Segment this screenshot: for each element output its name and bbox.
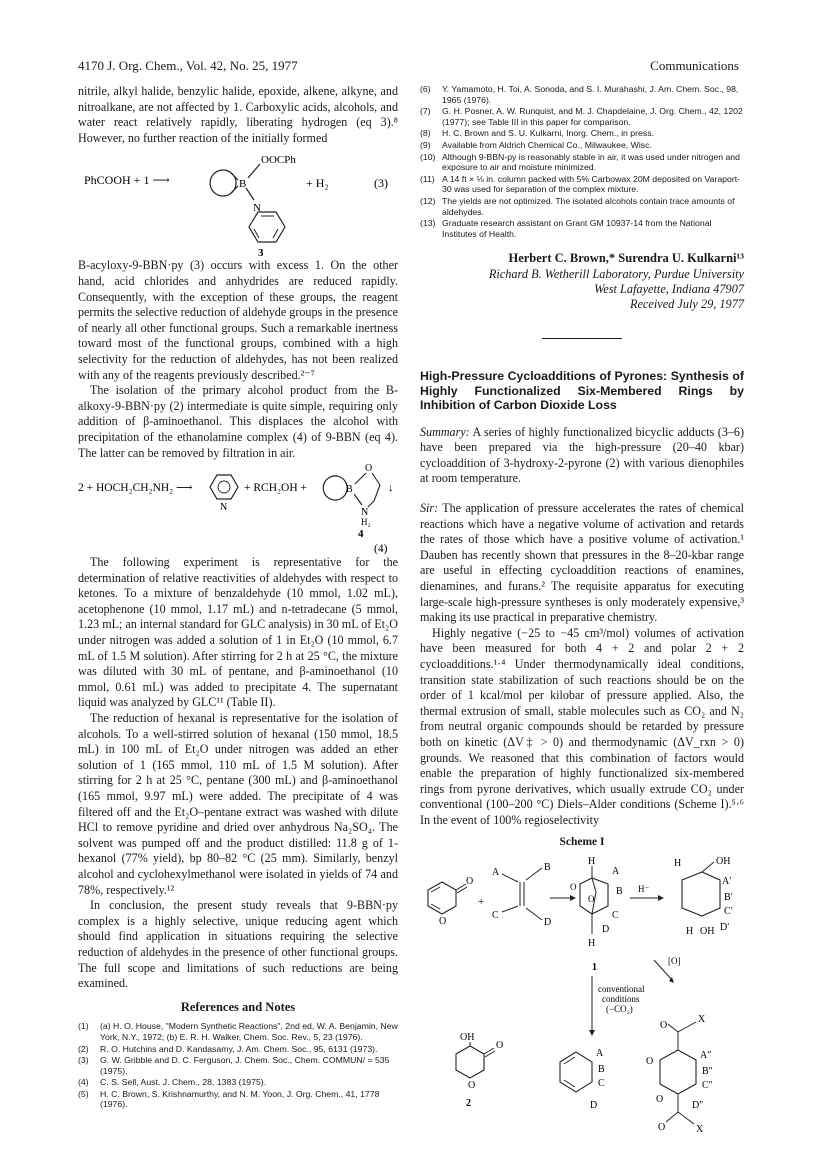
eq3-lhs: PhCOOH + 1 ⟶ [84, 173, 170, 188]
reference-item: (4) C. S. Sell, Aust. J. Chem., 28, 1383 (1975). [78, 1077, 267, 1088]
svg-text:C: C [598, 1078, 605, 1090]
eq4-lhs: 2 + HOCH₂CH₂NH₂ ⟶ [78, 482, 193, 495]
received-date: Received July 29, 1977 [629, 296, 744, 311]
bicycle-ring [323, 476, 340, 500]
equation-3-structure [78, 146, 398, 258]
svg-text:2: 2 [466, 1098, 471, 1110]
svg-text:C: C [492, 910, 499, 922]
svg-text:O: O [570, 882, 577, 893]
svg-text:A: A [596, 1048, 604, 1060]
reference-item: (7) G. H. Posner, A. W. Runquist, and M. J. Chapdelaine, J. Org. Chem., 42, 1202 (1977); see Table III in this paper for comparison. [420, 106, 743, 127]
svg-text:OH: OH [460, 1032, 475, 1044]
svg-text:[O]: [O] [668, 956, 681, 967]
affiliation-line-1: Richard B. Wetherill Laboratory, Purdue University [488, 266, 744, 281]
reference-item: (2) R. O. Hutchins and D. Kandasamy, J. Am. Chem. Soc., 95, 6131 (1973). [78, 1043, 378, 1054]
eq4-mid: + RCH₂OH + [244, 482, 307, 495]
svg-text:H: H [686, 926, 694, 938]
reference-list [78, 1021, 398, 1110]
article-title: High-Pressure Cycloadditions of Pyrones: Synthesis of Highly Functionalized Six-Membered Rings by Inhibition of Carbon Dioxide Loss [420, 368, 744, 413]
reference-item: (10) Although 9-BBN-py is reasonably stable in air, it was used under nitrogen and exposure to air and moisture minimized. [420, 151, 740, 173]
reference-item: (11) A 14 ft × ⅛ in. column packed with 5% Carbowax 20M deposited on Varaport-30 was used for separation of the complex mixture. [420, 173, 741, 195]
paragraph: Highly negative (−25 to −45 cm³/mol) volumes of activation have been measured for both 4 + 2 and polar 2 + 2 cycloadditions.¹·⁴ Under thermodynamically ideal conditions, transition state stabilization of such reactions should be on the order of 1 kcal/mol per kilobar of pressure applied. Also, the thermal extrusion of small, stable molecules such as CO₂ and N₂ from neutral organic compounds should be retarded by pressure both on kinetic (ΔV‡ > 0) and thermodynamic (ΔV_rxn > 0) grounds. We reasoned that this combination of factors would enable the preparation of highly functionalized six-membered rings from pyrone derivatives, which usually extrude CO₂ under conventional (100–200 °C) Diels–Alder conditions (Scheme I).⁵·⁶ In the event of 100% regioselectivity [420, 625, 744, 827]
paragraph [420, 501, 744, 626]
eq4-number: (4) [374, 543, 388, 556]
svg-text:D″: D″ [692, 1100, 704, 1112]
svg-text:H⁻: H⁻ [638, 884, 650, 895]
svg-text:O: O [656, 1094, 664, 1106]
running-header-left: 4170 J. Org. Chem., Vol. 42, No. 25, 1977 [78, 58, 298, 73]
paragraph: The following experiment is representative for the determination of relative reactivities of aldehydes with respect to ketones. To a mixture of benzaldehyde (10 mmol, 1.02 mL), acetophenone (10 mmol, 1.17 mL) and n-tetradecane (5 mmol, 1.23 mL; an internal standard for GLC analysis) in 30 mL of Et₂O under nitrogen was added a solution of 1 in Et₂O (10 mmol, 6.7 mL of 1.5 M solution). After stirring for 2 h at 25 °C, the mixture was diluted with 30 mL of pentane, and β-aminoethanol (10 mmol, 0.61 mL) was added to precipitate 4. The supernatant liquid was analyzed by GLC¹¹ (Table II). [78, 555, 398, 710]
pyridine-ring [210, 475, 238, 499]
svg-text:H: H [588, 856, 596, 868]
svg-text:OH: OH [716, 856, 731, 868]
summary-text: A series of highly functionalized bicyclic adducts (3–6) have been prepared via the high-pressure (20–40 kbar) cycloaddition of 3-hydroxy-2-pyrone (2) with various dienophiles at room temperature. [420, 424, 744, 486]
svg-text:1: 1 [592, 962, 597, 974]
pyridine-n-label: N [220, 502, 228, 514]
bicyclic-adduct-1 [570, 856, 623, 973]
equation-3 [78, 146, 398, 258]
svg-text:O: O [658, 1122, 666, 1134]
boron-label: B [346, 484, 353, 496]
sir-label: Sir: [420, 501, 439, 516]
equation-4-structure [78, 461, 398, 555]
left-column [78, 84, 398, 1111]
boron-label: B [239, 178, 247, 191]
svg-text:O: O [660, 1020, 668, 1032]
nh2-label: H₂ [361, 517, 371, 528]
oxygen-label: O [365, 463, 373, 475]
svg-text:+: + [478, 896, 485, 909]
svg-text:(−CO₂): (−CO₂) [606, 1004, 633, 1015]
paragraph: The isolation of the primary alcohol product from the B-alkoxy-9-BBN·py (2) intermediate is quite simple, requiring only addition of β-aminoethanol. This displaces the alcohol with precipitation of the ethanolamine complex (4) of 9-BBN (eq 4). The latter can be removed by filtration in air. [78, 383, 398, 460]
reference-item: (13) Graduate research assistant on Grant GM 10937-14 from the National Institutes of Health. [420, 218, 712, 239]
svg-text:conditions: conditions [602, 994, 640, 1005]
section-divider [542, 338, 622, 339]
reference-list [420, 84, 744, 239]
summary-label: Summary: [420, 424, 470, 439]
pyrone-structure [428, 876, 473, 927]
svg-text:D: D [544, 917, 552, 929]
svg-text:B: B [544, 862, 551, 874]
summary [420, 425, 744, 487]
reference-item: (12) The yields are not optimized. The isolated alcohols contain trace amounts of aldehydes. [420, 195, 735, 217]
nitrogen-label: N [253, 202, 261, 215]
running-header-right: Communications [650, 58, 739, 73]
reference-item: (8) H. C. Brown and S. U. Kulkarni, Inorg. Chem., in press. [420, 128, 654, 139]
ester-group-label: OOCPh [261, 154, 296, 167]
scheme-1-diagram [420, 850, 744, 1150]
svg-text:B′: B′ [724, 892, 733, 904]
reduced-product [674, 856, 733, 937]
svg-text:C′: C′ [724, 906, 733, 918]
svg-text:H: H [674, 858, 682, 870]
svg-text:D′: D′ [720, 922, 730, 934]
reference-item: (9) Available from Aldrich Chemical Co., Milwaukee, Wisc. [420, 139, 652, 150]
svg-text:B: B [616, 886, 623, 898]
svg-text:A′: A′ [722, 876, 732, 888]
scheme-title: Scheme I [559, 835, 605, 848]
reference-item: (3) G. W. Gribble and D. C. Ferguson, J. Chem. Soc., Chem. COMMUN/ = 535 (1975). [78, 1055, 390, 1076]
paragraph: The reduction of hexanal is representative for the isolation of alcohols. To a well-stirred solution of hexanal (150 mmol, 18.5 mL) in 100 mL of Et₂O under nitrogen was added an ether solution of 1 (165 mmol, 110 mL of 1.5 M solution). After stirring for 2 h at 25 °C, pentane (300 mL) and β-aminoethanol (165 mmol, 9.97 mL) were added. The precipitate of 4 was filtered off and the Et₂O–pentane extract was washed with dilute HCl to remove pyridine and dried over anhydrous Na₂SO₄. The solvent was pumped off and the product distilled: 11.8 g of 1-hexanol (77% yield), bp 80–82 °C (25 mm). Similarly, benzyl alcohol and cyclohexylmethanol were isolated in yields of 74 and 78%, respectively.¹² [78, 711, 398, 897]
compound-3-label: 3 [258, 247, 264, 259]
svg-text:O: O [646, 1056, 654, 1068]
paragraph: nitrile, alkyl halide, benzylic halide, epoxide, alkene, alkyne, and nitroalkane, are not affected by 1. Carboxylic acids, alcohols, and water react relatively rapidly, liberating hydrogen (eq 3).⁸ However, no further reaction of the initially formed [78, 84, 398, 145]
svg-text:X: X [696, 1124, 704, 1136]
svg-text:D: D [602, 924, 610, 936]
svg-text:A: A [492, 867, 500, 879]
reference-item: (1) (a) H. O. House, "Modern Synthetic Reactions", 2nd ed, W. A. Benjamin, New York, N.Y., 1972; (b) E. R. H. Walker, Chem. Soc. Rev., 5, 23 (1976). [78, 1021, 398, 1042]
svg-text:A″: A″ [700, 1050, 712, 1062]
paragraph: B-acyloxy-9-BBN·py (3) occurs with excess 1. On the other hand, acid chlorides and anhydrides are reduced rapidly. Consequently, with the exception of these groups, the reagent permits the selective reduction of aldehyde groups in the presence of nearly all other functional groups. Such a remarkable inertness toward most of the functional groups, combined with a high selectivity for the reduction of aldehydes, has not been realized with any of the reagents previously described.²⁻⁷ [78, 258, 398, 382]
svg-text:A: A [612, 866, 620, 878]
affiliation-line-2: West Lafayette, Indiana 47907 [594, 281, 744, 296]
nitrogen-label: N [361, 507, 369, 519]
reference-item: (5) H. C. Brown, S. Krishnamurthy, and N. M. Yoon, J. Org. Chem., 41, 1778 (1976). [78, 1088, 380, 1110]
reference-item: (6) Y. Yamamoto, H. Toi, A. Sonoda, and S. I. Murahashi, J. Am. Chem. Soc., 98, 1965 (1976). [420, 84, 739, 105]
eq3-number: (3) [374, 176, 388, 191]
cyclohexadiene-product [560, 1048, 605, 1111]
sir-text: The application of pressure accelerates the rates of chemical reactions which have a negative volume of activation and retards the rates of those which have a positive volume of activation.¹ Dauben has recently shown that pressures in the 8–20-kbar range are useful in effecting cycloaddition reactions of enamines, dienamines, and furans.² The requisite apparatus for executing large-scale high-pressure syntheses is only moderately expensive,³ making its use practical in preparative chemistry. [420, 501, 744, 625]
equation-4 [78, 461, 398, 555]
svg-text:conventional: conventional [598, 984, 645, 995]
svg-text:D: D [590, 1100, 598, 1112]
compound-4-label: 4 [358, 528, 364, 541]
svg-text:OH: OH [700, 926, 715, 938]
references-heading: References and Notes [180, 999, 296, 1014]
svg-text:B: B [598, 1064, 605, 1076]
svg-text:B″: B″ [702, 1066, 713, 1078]
svg-text:H: H [588, 938, 596, 950]
bicycle-ring [210, 170, 230, 196]
dienophile-structure [492, 862, 551, 928]
svg-text:C: C [612, 910, 619, 922]
svg-text:O: O [496, 1040, 504, 1052]
svg-text:O: O [468, 1080, 476, 1092]
svg-text:O: O [588, 894, 595, 905]
svg-text:↓: ↓ [388, 482, 394, 495]
paragraph: In conclusion, the present study reveals that 9-BBN·py complex is a highly selective, unique reducing agent which should find application in situations requiring the selective reduction of aldehydes in the presence of other functional groups. The full scope and limitations of such reductions are being examined. [78, 898, 398, 991]
compound-2-structure [456, 1032, 503, 1109]
right-column [420, 84, 744, 1155]
authors: Herbert C. Brown,* Surendra U. Kulkarni¹³ [508, 251, 744, 266]
eq3-h2: + H₂ [306, 176, 329, 191]
svg-text:O: O [439, 916, 447, 928]
oxidized-product [646, 1014, 713, 1135]
svg-text:O: O [466, 876, 474, 888]
svg-text:C″: C″ [702, 1080, 713, 1092]
svg-text:X: X [698, 1014, 706, 1026]
